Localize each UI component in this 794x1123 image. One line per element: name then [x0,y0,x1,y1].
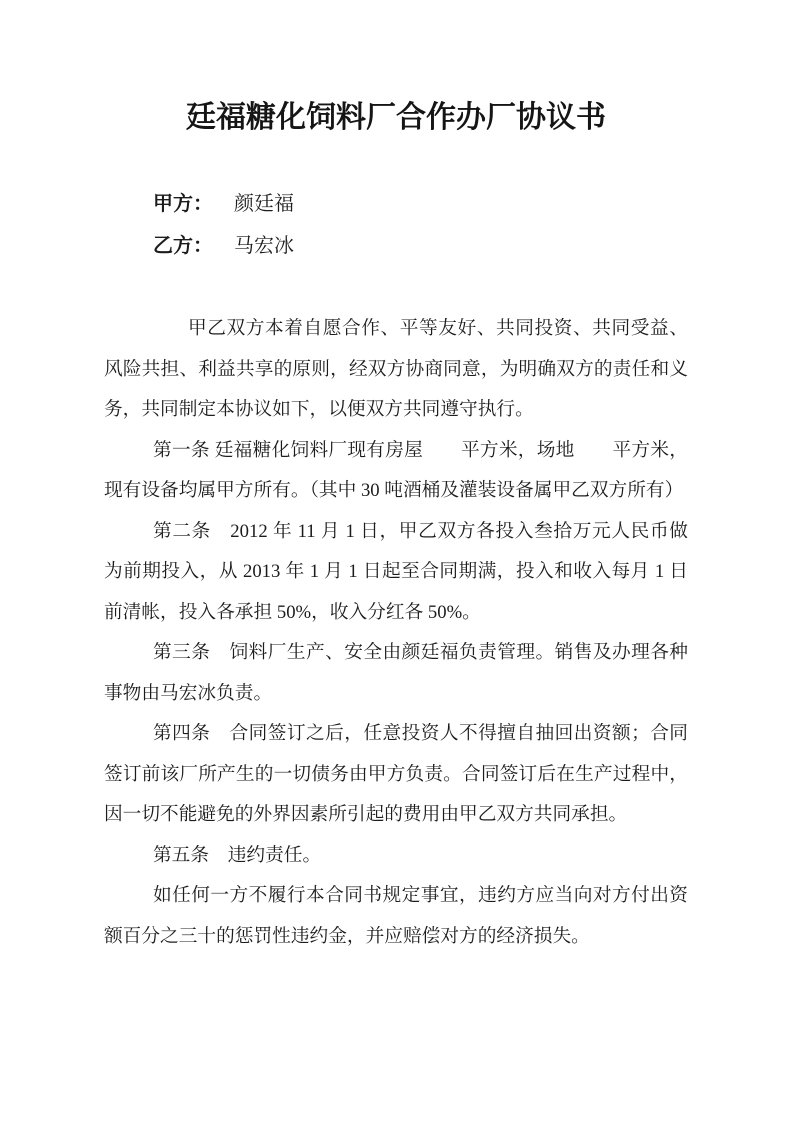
document-body [104,309,688,957]
clause-5-paragraph: 第五条 违约责任。 [153,844,322,866]
document-title: 廷福糖化饲料厂合作办厂协议书 [186,101,606,134]
party-b-name: 马宏冰 [234,235,294,257]
clause-4-paragraph: 第四条 合同签订之后，任意投资人不得擅自抽回出资额；合同签订前该厂所产生的一切债务由甲方负责。合同签订后在生产过程中，因一切不能避免的外界因素所引起的费用由甲乙双方共同承担。 [104,723,688,825]
party-b-label: 乙方： [153,235,213,257]
party-a-name: 颜廷福 [234,193,294,215]
parties-section [104,183,688,267]
clause-3-paragraph: 第三条 饲料厂生产、安全由颜廷福负责管理。销售及办理各种事物由马宏冰负责。 [104,642,688,704]
clause-2-paragraph: 第二条 2012 年 11 月 1 日，甲乙双方各投入叁拾万元人民币做为前期投入，从 2013 年 1 月 1 日起至合同期满，投入和收入每月 1 日前清帐，投入各承担 50%，收入分红各 50%。 [104,520,688,623]
party-a-line [104,183,688,225]
party-a-label: 甲方： [153,193,213,215]
clause-1-paragraph: 第一条 廷福糖化饲料厂现有房屋 平方米，场地 平方米，现有设备均属甲方所有。（其中 30 吨酒桶及灌装设备属甲乙双方所有） [104,439,688,501]
party-b-line [104,225,688,267]
opening-paragraph: 甲乙双方本着自愿合作、平等友好、共同投资、共同受益、风险共担、利益共享的原则，经双方协商同意，为明确双方的责任和义务，共同制定本协议如下，以便双方共同遵守执行。 [104,318,688,420]
closing-paragraph: 如任何一方不履行本合同书规定事宜，违约方应当向对方付出资额百分之三十的惩罚性违约金，并应赔偿对方的经济损失。 [104,885,688,947]
